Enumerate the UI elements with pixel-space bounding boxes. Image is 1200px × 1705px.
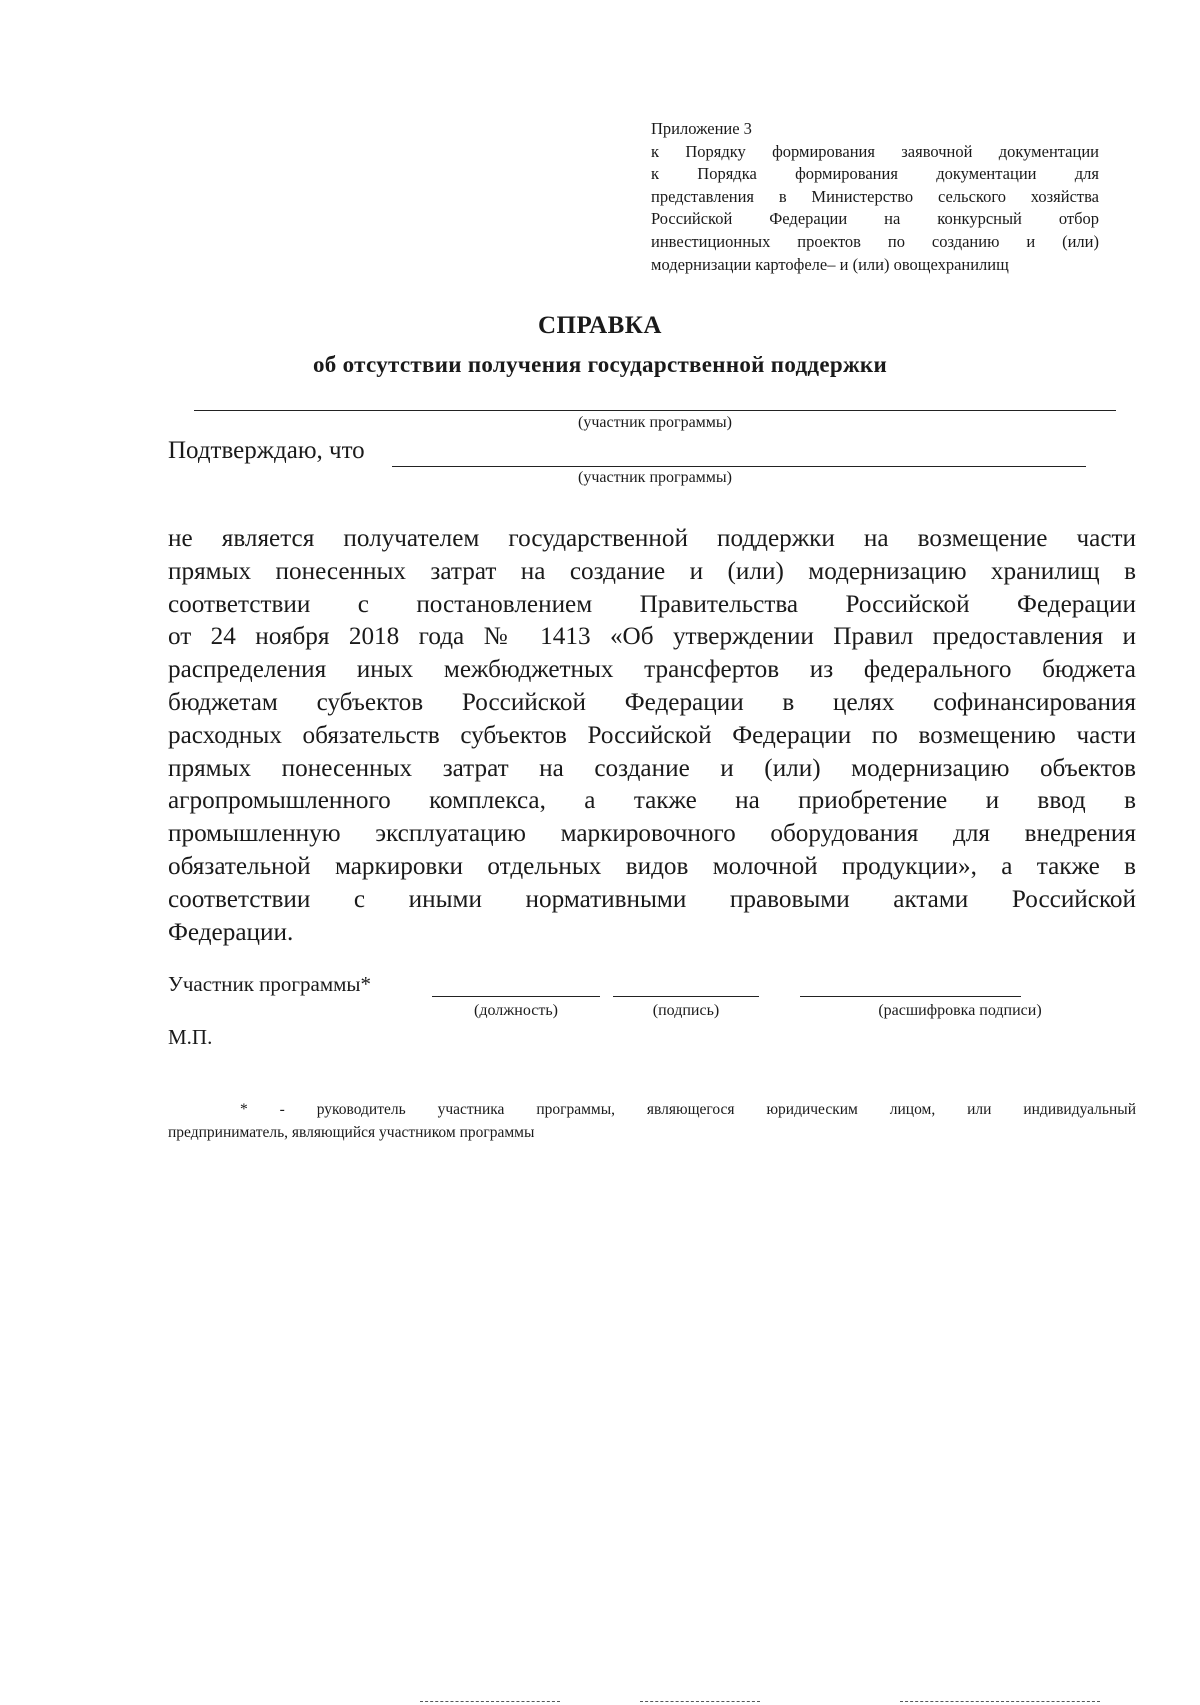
position-caption: (должность) [474, 1002, 558, 1019]
appendix-line: Российской Федерации на конкурсный отбор [651, 209, 1099, 229]
stamp-label: М.П. [168, 1025, 213, 1049]
signature-label: Участник программы* [168, 972, 372, 996]
body-line: не является получателем государственной поддержки на возмещение части [168, 525, 1136, 552]
document-title: СПРАВКА [538, 312, 662, 339]
body-line: агропромышленного комплекса, а также на приобретение и ввод в [168, 787, 1136, 815]
signature-fill-line [613, 996, 759, 997]
appendix-line: инвестиционных проектов по созданию и (или) [651, 231, 1099, 251]
appendix-line: представления в Министерство сельского хозяйства [651, 186, 1099, 206]
body-line: соответствии с иными нормативными правовыми актами Российской [168, 885, 1136, 913]
scan-artifact [420, 1701, 560, 1702]
footnote-line: * - руководитель участника программы, являющегося юридическим лицом, или индивидуальный [240, 1101, 1136, 1118]
body-line: прямых понесенных затрат на создание и (или) модернизацию хранилищ в [168, 557, 1136, 585]
body-line: Федерации. [168, 918, 294, 946]
body-line: соответствии с постановлением Правительства Российской Федерации [168, 590, 1136, 618]
position-fill-line [432, 996, 600, 997]
scan-artifact [900, 1701, 1100, 1702]
document-subtitle: об отсутствии получения государственной поддержки [312, 352, 888, 377]
body-paragraph [168, 523, 1136, 949]
decoding-caption: (расшифровка подписи) [878, 1002, 1042, 1019]
body-line: промышленную эксплуатацию маркировочного оборудования для внедрения [168, 820, 1136, 848]
footnote-line: предприниматель, являющийся участником программы [168, 1124, 535, 1141]
appendix-line: к Порядка формирования документации для [651, 164, 1099, 184]
participant-caption: (участник программы) [577, 414, 733, 431]
body-line: распределения иных межбюджетных трансфертов из федерального бюджета [168, 656, 1136, 684]
body-line: от 24 ноября 2018 года № 1413 «Об утверждении Правил предоставления и [168, 623, 1136, 651]
body-line: расходных обязательств субъектов Российской Федерации по возмещению части [168, 721, 1136, 749]
participant-fill-line [194, 410, 1116, 411]
scan-artifact [640, 1701, 760, 1702]
signature-caption: (подпись) [652, 1002, 720, 1019]
confirm-label: Подтверждаю, что [168, 437, 365, 464]
body-line: бюджетам субъектов Российской Федерации в целях софинансирования [168, 688, 1136, 716]
body-line: обязательной маркировки отдельных видов молочной продукции», а также в [168, 852, 1136, 880]
footnote [168, 1098, 1136, 1144]
confirm-fill-line [392, 466, 1086, 467]
body-line: прямых понесенных затрат на создание и (или) модернизацию объектов [168, 754, 1136, 782]
appendix-block [651, 118, 1099, 276]
appendix-line: к Порядку формирования заявочной документации [651, 141, 1099, 161]
participant-caption: (участник программы) [577, 469, 733, 486]
appendix-line: модернизации картофеле– и (или) овощехранилищ [651, 254, 1009, 274]
decoding-fill-line [800, 996, 1021, 997]
appendix-line: Приложение 3 [651, 119, 752, 138]
